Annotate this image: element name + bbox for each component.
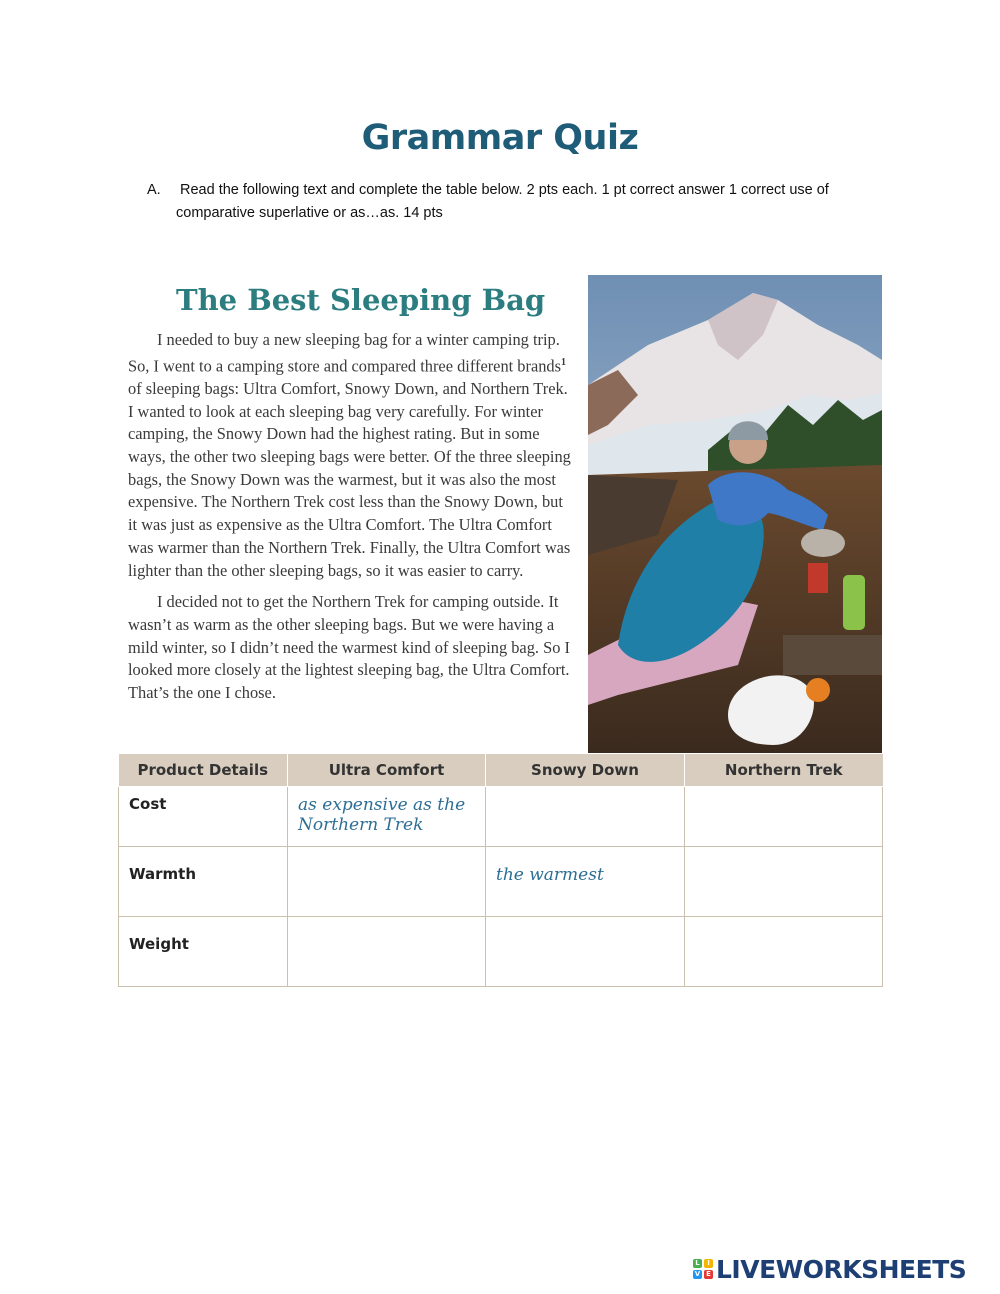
instruction-line-1: Read the following text and complete the table below. 2 pts each. 1 pt correct answer 1 correct use of (180, 182, 829, 198)
row-label-weight: Weight (119, 917, 288, 987)
cell-cost-snowy-down[interactable] (486, 787, 685, 847)
table-row-cost (119, 787, 883, 847)
table-header-row (119, 754, 883, 787)
cell-cost-northern-trek[interactable] (685, 787, 883, 847)
reading-title: The Best Sleeping Bag (176, 283, 546, 317)
liveworksheets-logo[interactable] (693, 1255, 966, 1283)
answer-cost-ultra-comfort: as expensive as the Northern Trek (298, 795, 466, 835)
reading-paragraph-1 (128, 329, 573, 582)
stove (808, 563, 828, 593)
cell-warmth-northern-trek[interactable] (685, 847, 883, 917)
row-label-warmth: Warmth (119, 847, 288, 917)
table-row-warmth (119, 847, 883, 917)
header-northern-trek: Northern Trek (685, 754, 883, 787)
reading-paragraph-2: I decided not to get the Northern Trek for camping outside. It wasn’t as warm as the other sleeping bags. But we were having a mild winter, so I didn’t need the warmest kind of sleeping bag. So I looked more closely at the lightest sleeping bag, the Ultra Comfort. That’s the one I chose. (128, 592, 570, 703)
answer-weight-ultra-comfort (298, 925, 475, 935)
answer-warmth-snowy-down: the warmest (496, 865, 604, 885)
camping-photo (588, 275, 882, 753)
instruction-line-2: comparative superlative or as…as. 14 pts (176, 205, 443, 221)
reading-p1-part-b: of sleeping bags: Ultra Comfort, Snowy Down, and Northern Trek. I wanted to look at each sleeping bag very carefully. For winter camping, the Snowy Down had the highest rating. But in some ways, the other two sleeping bags were better. Of the three sleeping bags, the Snowy Down was the warmest, but it was also the most expensive. The Northern Trek cost less than the Snowy Down, but it was just as expensive as the Ultra Comfort. The Ultra Comfort was warmer than the Northern Trek. Finally, the Ultra Comfort was lighter than the other sleeping bags, so it was easier to carry. (128, 378, 571, 580)
logo-mark-l: L (693, 1259, 702, 1268)
header-ultra-comfort: Ultra Comfort (288, 754, 486, 787)
answer-warmth-northern-trek (695, 855, 872, 865)
logo-mark-v: V (694, 1270, 701, 1278)
cell-warmth-ultra-comfort[interactable] (288, 847, 486, 917)
page-title: Grammar Quiz (361, 118, 639, 158)
answer-warmth-ultra-comfort (298, 855, 475, 865)
logo-mark-icon (693, 1259, 713, 1279)
cell-weight-ultra-comfort[interactable] (288, 917, 486, 987)
cell-cost-ultra-comfort[interactable] (288, 787, 486, 847)
product-details-table (118, 754, 883, 987)
cooking-pot (801, 529, 845, 557)
footnote-marker: 1 (561, 356, 566, 368)
header-product-details: Product Details (119, 754, 288, 787)
gear-pile (783, 635, 882, 675)
logo-text: LIVEWORKSHEETS (716, 1254, 967, 1284)
table-row-weight (119, 917, 883, 987)
row-label-cost: Cost (119, 787, 288, 847)
answer-weight-snowy-down (496, 925, 674, 935)
logo-mark-i: I (704, 1259, 713, 1268)
cell-weight-snowy-down[interactable] (486, 917, 685, 987)
reading-text (128, 329, 573, 705)
camping-photo-illustration (588, 275, 882, 753)
rope (806, 678, 830, 702)
answer-weight-northern-trek (695, 925, 872, 935)
cell-weight-northern-trek[interactable] (685, 917, 883, 987)
instruction-letter: A. (147, 182, 161, 198)
reading-p1-part-a: I needed to buy a new sleeping bag for a winter camping trip. So, I went to a camping store and compared three different brands (128, 330, 561, 376)
water-bottle (843, 575, 865, 630)
header-snowy-down: Snowy Down (486, 754, 685, 787)
cell-warmth-snowy-down[interactable] (486, 847, 685, 917)
logo-mark-e: E (704, 1270, 713, 1279)
instruction (147, 179, 867, 225)
